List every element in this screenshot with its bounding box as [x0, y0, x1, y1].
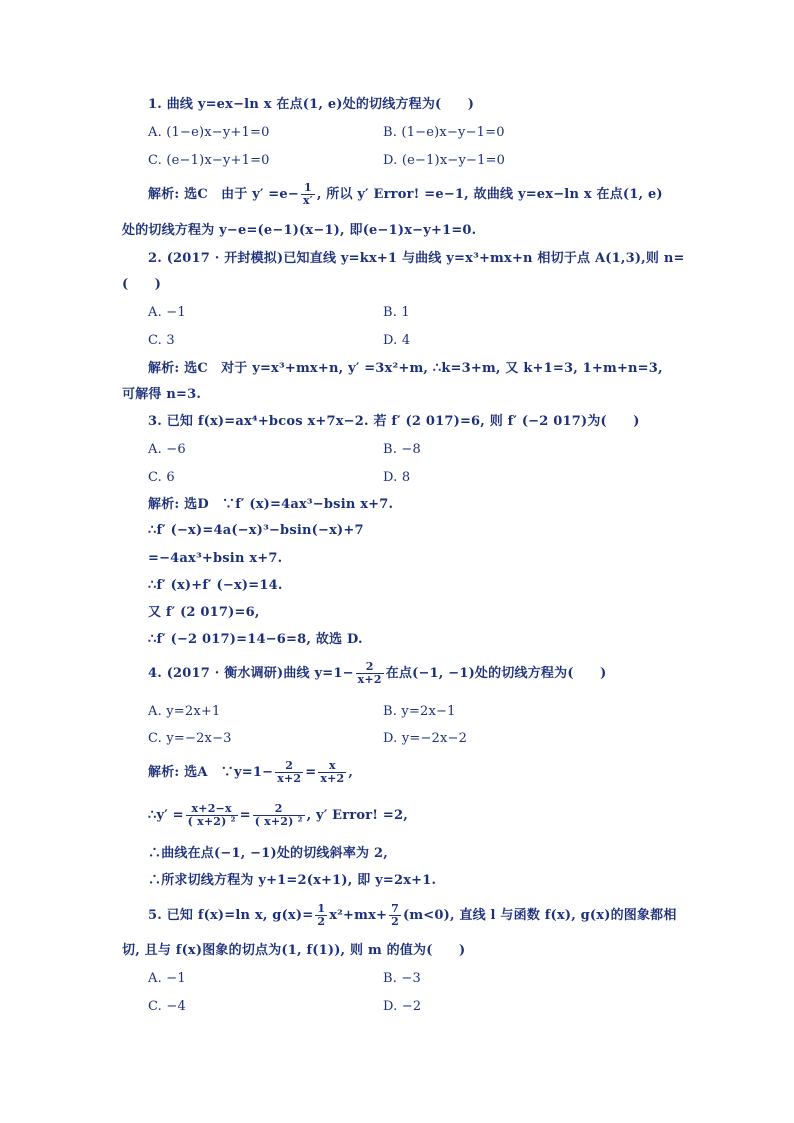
q3-option-d: D. 8: [383, 470, 411, 485]
q1-solution-pre: 解析: 选C 由于 y′ =e−: [148, 187, 299, 202]
q3-solution-line5: 又 f′ (2 017)=6,: [148, 605, 260, 620]
q4-solution-line4: ∴所求切线方程为 y+1=2(x+1), 即 y=2x+1.: [148, 873, 437, 888]
q2-option-a: A. −1: [148, 305, 186, 320]
q3-solution-line2: ∴f′ (−x)=4a(−x)³−bsin(−x)+7: [148, 523, 364, 538]
q2-option-d: D. 4: [383, 333, 411, 348]
q2-option-b: B. 1: [383, 305, 410, 320]
q5-stem1-fraction1: [315, 903, 327, 928]
q4-solution1-fraction1: [275, 760, 303, 785]
q2-solution-line2: 可解得 n=3.: [122, 387, 202, 402]
q4-stem-pre: 4. (2017 · 衡水调研)曲线 y=1−: [148, 666, 354, 681]
fraction-numerator: 2: [275, 760, 303, 773]
fraction-denominator: 2: [391, 915, 399, 928]
q3-solution-line3: =−4ax³+bsin x+7.: [148, 551, 283, 566]
q2-option-c: C. 3: [148, 333, 175, 348]
q1-solution-line2: 处的切线方程为 y−e=(e−1)(x−1), 即(e−1)x−y+1=0.: [122, 223, 477, 238]
fraction-numerator: x+2−x: [186, 803, 238, 816]
fraction-denominator: x′: [302, 194, 313, 207]
q1-option-d: D. (e−1)x−y−1=0: [383, 153, 506, 168]
q4-option-c: C. y=−2x−3: [148, 731, 232, 746]
q5-stem1-post: (m<0), 直线 l 与函数 f(x), g(x)的图象都相: [402, 908, 677, 923]
q5-stem-line2: 切, 且与 f(x)图象的切点为(1, f(1)), 则 m 的值为( ): [122, 943, 466, 958]
q4-solution1-fraction2: [318, 760, 346, 785]
q4-solution-line1: [148, 757, 353, 789]
fraction-denominator: ( x+2) ²: [254, 815, 303, 828]
q5-option-a: A. −1: [148, 971, 186, 986]
fraction-numerator: 2: [356, 661, 384, 674]
q4-option-d: D. y=−2x−2: [383, 731, 468, 746]
q4-solution-line3: ∴曲线在点(−1, −1)处的切线斜率为 2,: [148, 846, 388, 861]
fraction-denominator: 2: [317, 915, 326, 928]
q4-option-b: B. y=2x−1: [383, 704, 456, 719]
q1-option-a: A. (1−e)x−y+1=0: [148, 125, 270, 140]
q4-solution1-pre: 解析: 选A ∵y=1−: [148, 765, 274, 780]
q5-stem1-mid: x²+mx+: [329, 908, 388, 923]
q1-stem: 1. 曲线 y=ex−ln x 在点(1, e)处的切线方程为( ): [148, 97, 475, 112]
q5-stem-line1: [148, 900, 677, 932]
q5-option-b: B. −3: [383, 971, 421, 986]
q1-option-c: C. (e−1)x−y+1=0: [148, 153, 270, 168]
q4-stem-post: 在点(−1, −1)处的切线方程为( ): [385, 666, 607, 681]
fraction-numerator: 1: [317, 902, 326, 915]
q5-option-d: D. −2: [383, 999, 422, 1014]
q4-solution2-post: , y′ Error! =2,: [306, 808, 408, 823]
q1-solution-line1: [148, 180, 663, 210]
q4-solution2-fraction2: [253, 803, 305, 828]
q4-stem: [148, 658, 606, 690]
fraction-denominator: x+2: [320, 772, 345, 785]
q4-solution1-post: ,: [348, 765, 354, 780]
q5-stem1-pre: 5. 已知 f(x)=ln x, g(x)=: [148, 908, 314, 923]
q2-solution-line1: 解析: 选C 对于 y=x³+mx+n, y′ =3x²+m, ∴k=3+m, 又 k+1=3, 1+m+n=3,: [148, 361, 663, 376]
q1-solution-fraction: [301, 182, 315, 207]
q4-solution1-mid: =: [305, 765, 317, 780]
q2-stem-line2: ( ): [122, 277, 162, 292]
q5-option-c: C. −4: [148, 999, 186, 1014]
fraction-numerator: 2: [253, 803, 305, 816]
fraction-denominator: x+2: [277, 772, 302, 785]
q3-option-c: C. 6: [148, 470, 175, 485]
fraction-denominator: ( x+2) ²: [187, 815, 236, 828]
q3-option-a: A. −6: [148, 442, 186, 457]
fraction-denominator: x+2: [357, 673, 382, 686]
q3-stem: 3. 已知 f(x)=ax⁴+bcos x+7x−2. 若 f′ (2 017)=6, 则 f′ (−2 017)为( ): [148, 414, 640, 429]
q4-solution2-pre: ∴y′ =: [148, 808, 184, 823]
q4-solution-line2: [148, 800, 408, 832]
fraction-numerator: 7: [391, 902, 399, 915]
q3-solution-line4: ∴f′ (x)+f′ (−x)=14.: [148, 578, 283, 593]
q4-option-a: A. y=2x+1: [148, 704, 221, 719]
q1-solution-post: , 所以 y′ Error! =e−1, 故曲线 y=ex−ln x 在点(1, e): [316, 187, 663, 202]
fraction-numerator: x: [318, 760, 346, 773]
q3-solution-line6: ∴f′ (−2 017)=14−6=8, 故选 D.: [148, 632, 363, 647]
q3-option-b: B. −8: [383, 442, 421, 457]
q4-stem-fraction: [356, 661, 384, 686]
q2-stem-line1: 2. (2017 · 开封模拟)已知直线 y=kx+1 与曲线 y=x³+mx+n 相切于点 A(1,3),则 n=: [148, 251, 685, 266]
fraction-numerator: 1: [301, 182, 315, 195]
q5-stem1-fraction2: [389, 903, 401, 928]
q3-solution-line1: 解析: 选D ∵f′ (x)=4ax³−bsin x+7.: [148, 497, 394, 512]
q4-solution2-mid: =: [239, 808, 251, 823]
q1-option-b: B. (1−e)x−y−1=0: [383, 125, 505, 140]
q4-solution2-fraction1: [186, 803, 238, 828]
